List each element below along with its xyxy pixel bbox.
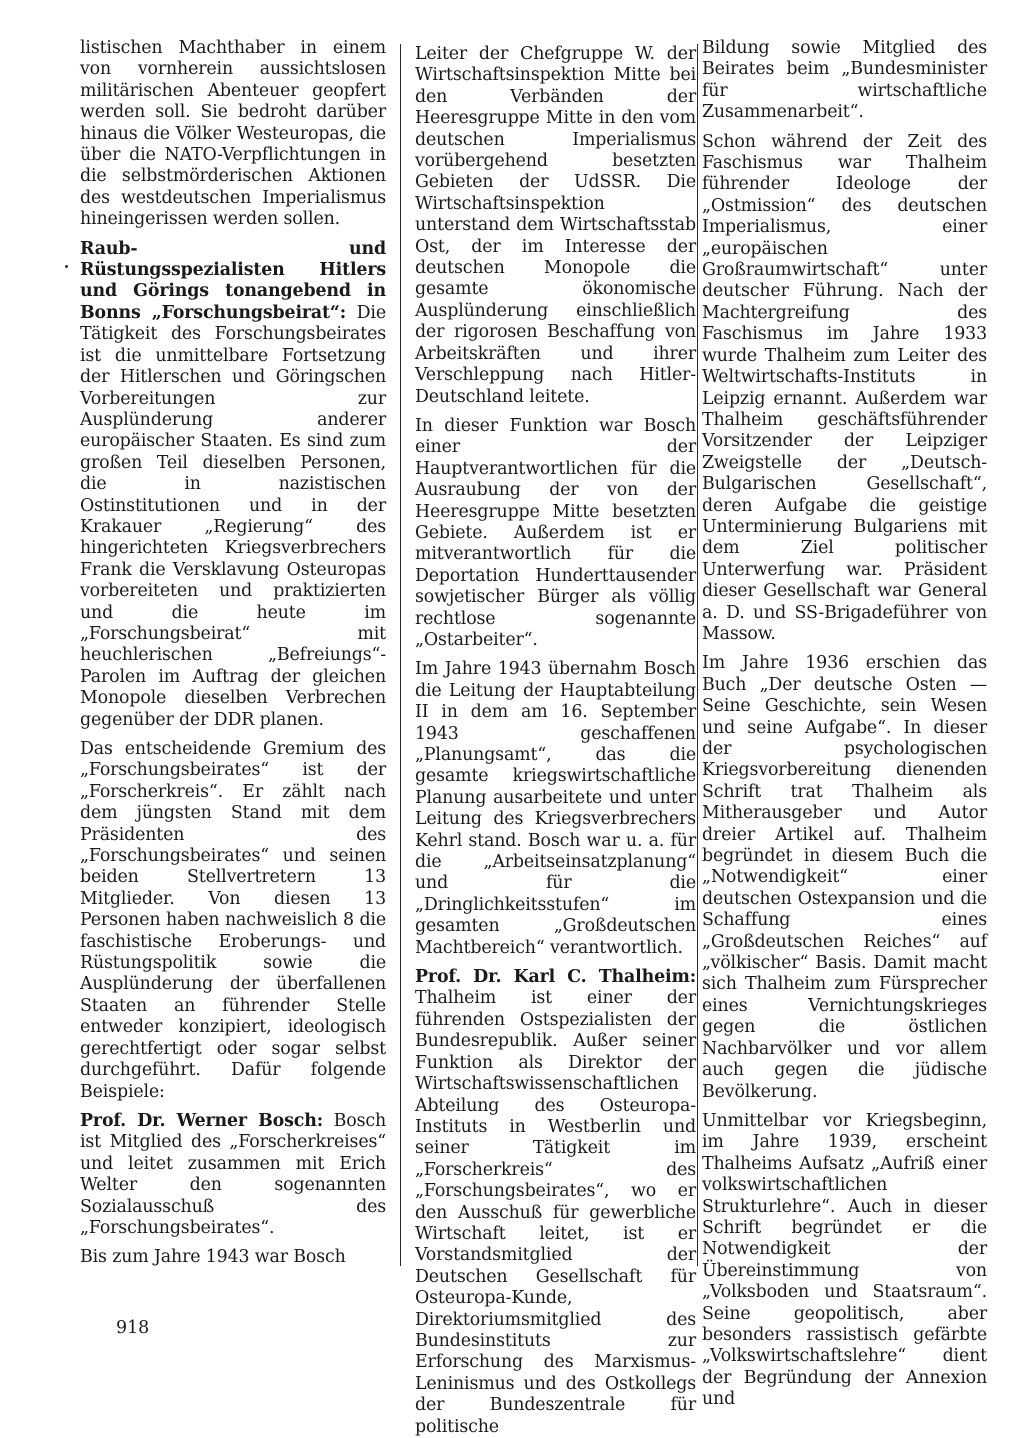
text-column-right [702, 38, 987, 1411]
paragraph: Im Jahre 1943 übernahm Bosch die Leitung der Hauptabteilung II in dem am 16. September 1943 geschaffenen „Planungsamt“, das die gesamte kriegswirtschaftliche Planung ausarbeitete und unter Leitung des Kriegsverbrechers Kehrl stand. Bosch war u. a. für die „Arbeitseinsatzplanung“ und für die „Dringlichkeitsstufen“ im gesamten „Großdeutschen Machtbereich“ verantwortlich. [415, 659, 696, 958]
text-column-left [80, 38, 386, 1269]
paragraph: In dieser Funktion war Bosch einer der Hauptverantwortlichen für die Ausraubung der von der Heeresgruppe Mitte besetzten Gebiete. Außerdem ist er mitverantwortlich für die Deportation Hunderttausender sowjetischer Bürger als völlig rechtlose sogenannte „Ostarbeiter“. [415, 415, 696, 650]
column-divider [697, 44, 698, 1266]
paragraph: listischen Machthaber in einem von vornherein aussichtslosen militärischen Abenteuer geopfert werden soll. Sie bedroht darüber hinaus die Völker Westeuropas, die über die NATO-Verpflichtungen in die selbstmörderischen Aktionen des westdeutschen Imperialismus hineingerissen werden sollen. [80, 38, 386, 230]
text-column-middle [415, 44, 696, 1438]
paragraph: Leiter der Chefgruppe W. der Wirtschaftsinspektion Mitte bei den Verbänden der Heeresgruppe Mitte in den vom deutschen Imperialismus vorübergehend besetzten Gebieten der UdSSR. Die Wirtschaftsinspektion unterstand dem Wirtschaftsstab Ost, der im Interesse der deutschen Monopole die gesamte ökonomische Ausplünderung einschließlich der rigorosen Beschaffung von Arbeitskräften und ihrer Verschleppung nach Hitler-Deutschland leitete. [415, 44, 696, 407]
paragraph [415, 967, 696, 1438]
margin-mark [65, 265, 68, 268]
paragraph-body: Die Tätigkeit des Forschungsbeirates ist die unmittelbare Fortsetzung der Hitlerschen und Göringschen Vorbereitungen zur Ausplünderung anderer europäischer Staaten. Es sind zum großen Teil dieselben Personen, die in nazistischen Ostinstitutionen und in der Krakauer „Regierung“ des hingerichteten Kriegsverbrechers Frank die Versklavung Osteuropas vorbereiteten und praktizierten und die heute im „Forschungsbeirat“ mit heuchlerischen „Befreiungs“-Parolen im Auftrag der gleichen Monopole dieselben Verbrechen gegenüber der DDR planen. [80, 302, 386, 730]
paragraph [80, 1111, 386, 1239]
paragraph: Bildung sowie Mitglied des Beirates beim „Bundesminister für wirtschaftliche Zusammenarbeit“. [702, 38, 987, 123]
person-heading: Prof. Dr. Werner Bosch: [80, 1110, 323, 1131]
paragraph-body: Thalheim ist einer der führenden Ostspezialisten der Bundesrepublik. Außer seiner Funktion als Direktor der Wirtschaftswissenschaftlichen Abteilung des Osteuropa-Instituts in Westberlin und seiner Tätigkeit im „Forscherkreis“ des „Forschungsbeirates“, wo er den Ausschuß für gewerbliche Wirtschaft leitet, ist er Vorstandsmitglied der Deutschen Gesellschaft für Osteuropa-Kunde, Direktoriumsmitglied des Bundesinstituts zur Erforschung des Marxismus-Leninismus und des Ostkollegs der Bundeszentrale für politische [415, 988, 696, 1437]
paragraph [80, 239, 386, 731]
paragraph: Unmittelbar vor Kriegsbeginn, im Jahre 1939, erscheint Thalheims Aufsatz „Aufriß einer volkswirtschaftlichen Strukturlehre“. Auch in dieser Schrift begründet er die Notwendigkeit der Übereinstimmung von „Volksboden und Staatsraum“. Seine geopolitisch, aber besonders rassistisch gefärbte „Volkswirtschaftslehre“ dient der Begründung der Annexion und [702, 1110, 987, 1410]
section-heading: Raub- und Rüstungsspezialisten Hitlers und Görings tonangebend in Bonns „Forschungsbeirat“: [80, 238, 386, 323]
paragraph: Das entscheidende Gremium des „Forschungsbeirates“ ist der „Forscherkreis“. Er zählt nach dem jüngsten Stand mit dem Präsidenten des „Forschungsbeirates“ und seinen beiden Stellvertretern 13 Mitglieder. Von diesen 13 Personen haben nachweislich 8 die faschistische Eroberungs- und Rüstungspolitik sowie die Ausplünderung der überfallenen Staaten an führender Stelle entweder konzipiert, ideologisch gerechtfertigt oder sogar selbst durchgeführt. Dafür folgende Beispiele: [80, 739, 386, 1102]
paragraph: Bis zum Jahre 1943 war Bosch [80, 1247, 346, 1268]
paragraph-body: Bosch ist Mitglied des „Forscherkreises“ und leitet zusammen mit Erich Welter den sogenannten Sozialausschuß des „Forschungsbeirates“. [80, 1110, 386, 1238]
paragraph: Im Jahre 1936 erschien das Buch „Der deutsche Osten — Seine Geschichte, sein Wesen und seine Aufgabe“. In dieser der psychologischen Kriegsvorbereitung dienenden Schrift trat Thalheim als Mitherausgeber und Autor dreier Artikel auf. Thalheim begründet in diesem Buch die „Notwendigkeit“ einer deutschen Ostexpansion und die Schaffung eines „Großdeutschen Reiches“ auf „völkischer“ Basis. Damit macht sich Thalheim zum Fürsprecher eines Vernichtungskrieges gegen die östlichen Nachbarvölker und vor allem auch gegen die jüdische Bevölkerung. [702, 653, 987, 1102]
page-number: 918 [116, 1318, 150, 1338]
column-divider [400, 44, 401, 1266]
paragraph: Schon während der Zeit des Faschismus war Thalheim führender Ideologe der „Ostmission“ des deutschen Imperialismus, einer „europäischen Großraumwirtschaft“ unter deutscher Führung. Nach der Machtergreifung des Faschismus im Jahre 1933 wurde Thalheim zum Leiter des Weltwirtschafts-Instituts in Leipzig ernannt. Außerdem war Thalheim geschäftsführender Vorsitzender der Leipziger Zweigstelle der „Deutsch-Bulgarischen Gesellschaft“, deren Aufgabe die geistige Unterminierung Bulgariens mit dem Ziel politischer Unterwerfung war. Präsident dieser Gesellschaft war General a. D. und SS-Brigadeführer von Massow. [702, 131, 987, 644]
person-heading: Prof. Dr. Karl C. Thalheim: [415, 967, 696, 988]
